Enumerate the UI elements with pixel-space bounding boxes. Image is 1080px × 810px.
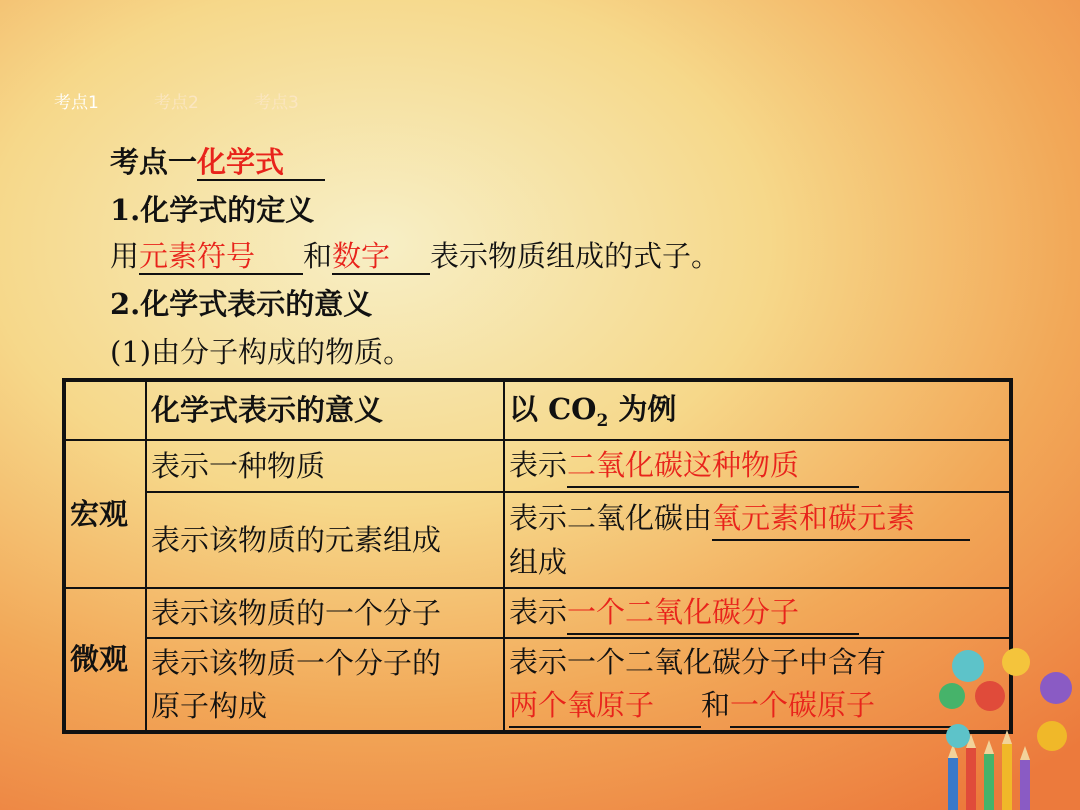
- group-micro: 微观: [64, 588, 146, 732]
- definition-text-mid: 和: [303, 239, 333, 273]
- row4-meaning-line2: 原子构成: [151, 688, 268, 723]
- meaning-subheading: (1)由分子构成的物质。: [110, 335, 413, 369]
- table-row: [64, 588, 1011, 638]
- section-prefix: 考点一: [110, 145, 198, 179]
- example-suffix: 为例: [608, 391, 677, 426]
- row4-mid: 和: [701, 687, 731, 722]
- row3-example: [504, 588, 1011, 638]
- row2-example: [504, 492, 1011, 588]
- section-title: [110, 140, 325, 181]
- row4-meaning-line1: 表示该物质一个分子的: [151, 646, 442, 681]
- group-macro: 宏观: [64, 440, 146, 588]
- education-icons-decoration: [930, 640, 1080, 810]
- computer-badge-icon: [975, 681, 1005, 711]
- row4-answer2: 一个碳原子: [730, 684, 958, 728]
- flask-badge-icon: [1040, 672, 1072, 704]
- ruler-badge-icon: [952, 650, 984, 682]
- pencil-badge-icon: [1002, 648, 1030, 676]
- row3-prefix: 表示: [509, 594, 568, 629]
- definition-text-after: 表示物质组成的式子。: [430, 239, 721, 273]
- tab-topic-1[interactable]: 考点1: [54, 93, 99, 113]
- row2-prefix: 表示二氧化碳由: [509, 500, 713, 535]
- row1-example: [504, 440, 1011, 492]
- topic-tabs: [54, 88, 354, 113]
- row1-prefix: 表示: [509, 447, 568, 482]
- row2-meaning: 表示该物质的元素组成: [146, 492, 504, 588]
- table-row: [64, 638, 1011, 732]
- math-badge-icon: [1037, 721, 1067, 751]
- definition-heading: 1.化学式的定义: [110, 193, 315, 227]
- table-header-empty: [64, 380, 146, 440]
- table-header-row: [64, 380, 1011, 440]
- tab-topic-3[interactable]: 考点3: [254, 93, 299, 113]
- tab-topic-2[interactable]: 考点2: [154, 93, 199, 113]
- row2-suffix: 组成: [509, 545, 568, 579]
- table-row: [64, 440, 1011, 492]
- row3-answer: 一个二氧化碳分子: [567, 591, 859, 635]
- example-prefix: 以 CO: [509, 391, 597, 426]
- row2-answer: 氧元素和碳元素: [712, 497, 970, 541]
- meaning-heading: 2.化学式表示的意义: [110, 287, 373, 321]
- table-header-example: [504, 380, 1011, 440]
- formula-meaning-table: [62, 378, 1013, 734]
- definition-text-before: 用: [110, 239, 140, 273]
- section-title-blank: 化学式: [197, 147, 325, 181]
- row4-meaning: [146, 638, 504, 732]
- definition-text: [110, 234, 720, 275]
- row1-meaning: 表示一种物质: [146, 440, 504, 492]
- table-header-meaning: 化学式表示的意义: [146, 380, 504, 440]
- definition-blank-symbols: 元素符号: [139, 241, 303, 275]
- definition-blank-numbers: 数字: [332, 241, 430, 275]
- abc-badge-icon: [946, 724, 970, 748]
- example-subscript: 2: [596, 410, 609, 431]
- row4-answer1: 两个氧原子: [509, 684, 701, 728]
- globe-badge-icon: [939, 683, 965, 709]
- row4-prefix: 表示一个二氧化碳分子中含有: [509, 645, 887, 680]
- row3-meaning: 表示该物质的一个分子: [146, 588, 504, 638]
- table-row: [64, 492, 1011, 588]
- row1-answer: 二氧化碳这种物质: [567, 444, 859, 488]
